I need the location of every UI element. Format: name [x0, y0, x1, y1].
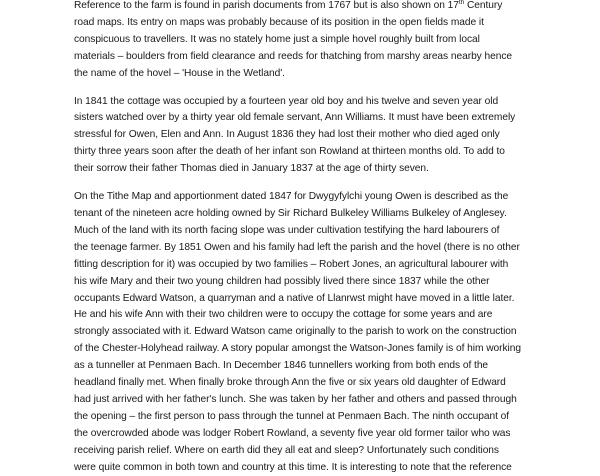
- text-line-content: as a tunneller at Penmaen Bach. In December 1846 tunnellers working from both ends of the: [74, 360, 489, 372]
- text-line: [74, 392, 536, 409]
- text-line: [74, 223, 536, 240]
- text-line-content: occupants Edward Watson, a quarryman and a native of Llanrwst might have moved in a little later.: [74, 292, 515, 304]
- text-line: [74, 32, 536, 49]
- text-line-content: had just arrived with her father's lunch. She was taken by her father and others and passed through: [74, 393, 517, 405]
- text-line: [74, 460, 536, 476]
- text-line-content: tenant of the nineteen acre holding owned by Sir Richard Bulkeley Williams Bulkeley of Anglesey.: [74, 207, 507, 219]
- paragraph-1: [74, 0, 536, 83]
- text-line: [74, 66, 536, 83]
- ordinal-superscript: th: [458, 0, 465, 6]
- text-line-content: of the Chester-Holyhead railway. A story popular amongst the Watson-Jones family is of him working: [74, 343, 521, 355]
- text-line: [74, 94, 536, 111]
- text-line: [74, 307, 536, 324]
- text-line-content: thirty three years soon after the death of her infant son Rowland at thirteen months old. To add to: [74, 146, 505, 158]
- document-body: [74, 0, 536, 476]
- text-line-content: strongly associated with it. Edward Watson came originally to the parish to work on the construction: [74, 326, 517, 338]
- text-line: [74, 206, 536, 223]
- paragraph-3: [74, 189, 536, 476]
- text-line: [74, 0, 536, 15]
- text-line: [74, 324, 536, 341]
- text-line-content: materials – boulders from field clearance and reeds for thatching from marshy areas nearby hence: [74, 50, 513, 62]
- text-line: [74, 240, 536, 257]
- text-line: [74, 443, 536, 460]
- text-line-content: the teenage farmer. By 1851 Owen and his family had left the parish and the hovel (there is no other: [74, 241, 520, 253]
- text-line: [74, 161, 536, 178]
- text-line: [74, 257, 536, 274]
- text-line: [74, 110, 536, 127]
- text-line: [74, 189, 536, 206]
- text-line-content: Century: [464, 0, 503, 11]
- text-line-content: In 1841 the cottage was occupied by a fourteen year old boy and his twelve and seven year old: [74, 95, 499, 107]
- text-line: [74, 341, 536, 358]
- text-line-content: sisters watched over by a thirty year old female servant, Ann Williams. It must have been extremely: [74, 112, 516, 124]
- text-line-content: Reference to the farm is found in parish documents from 1767 but is also shown on 17: [74, 0, 459, 11]
- text-line: [74, 15, 536, 32]
- text-line: [74, 49, 536, 66]
- text-line-content: the overcrowded abode was lodger Robert Rowland, a seventy five year old former tailor who was: [74, 427, 511, 439]
- text-line-content: Much of the land with its north facing slope was under cultivation testifying the hard labourers of: [74, 224, 500, 236]
- paragraph-gap: [74, 83, 536, 94]
- text-line-content: road maps. Its entry on maps was probably because of its position in the open fields made it: [74, 16, 484, 28]
- text-line-content: fitting description for it) was occupied by two families – Robert Jones, an agricultural labourer with: [74, 258, 509, 270]
- paragraph-gap: [74, 178, 536, 189]
- text-line-content: were quite common in both town and country at this time. It is interesting to note that the reference: [74, 461, 512, 473]
- text-line-content: the opening – the first person to pass through the tunnel at Penmaen Bach. The ninth occupant of: [74, 410, 510, 422]
- paragraph-2: [74, 94, 536, 179]
- text-line-content: receiving parish relief. Where on earth did they all eat and sleep? Unfortunately such conditions: [74, 444, 499, 456]
- text-line: [74, 144, 536, 161]
- text-line: [74, 358, 536, 375]
- text-line: [74, 375, 536, 392]
- text-line-content: conspicuous to travellers. It was no stately home just a simple hovel roughly built from local: [74, 33, 480, 45]
- text-line-content: their sorrow their father Thomas died in January 1837 at the age of thirty seven.: [74, 163, 429, 175]
- text-line: [74, 409, 536, 426]
- text-line-content: stressful for Owen, Elen and Ann. In August 1836 they had lost their mother who died aged only: [74, 129, 500, 141]
- text-line-content: the name of the hovel – 'House in the Wetland'.: [74, 67, 285, 79]
- text-line: [74, 291, 536, 308]
- text-line-content: On the Tithe Map and apportionment dated 1847 for Dwygyfylchi young Owen is described as the: [74, 191, 509, 203]
- text-line-content: his wife Mary and their two young children had possibly lived there since 1837 while the other: [74, 275, 490, 287]
- text-line-content: headland finally met. When finally broke through Ann the five or six years old daughter of Edward: [74, 377, 506, 389]
- text-line-content: He and his wife Ann with their two children were to occupy the cottage for some years and are: [74, 309, 493, 321]
- text-line: [74, 426, 536, 443]
- text-line: [74, 127, 536, 144]
- text-line: [74, 274, 536, 291]
